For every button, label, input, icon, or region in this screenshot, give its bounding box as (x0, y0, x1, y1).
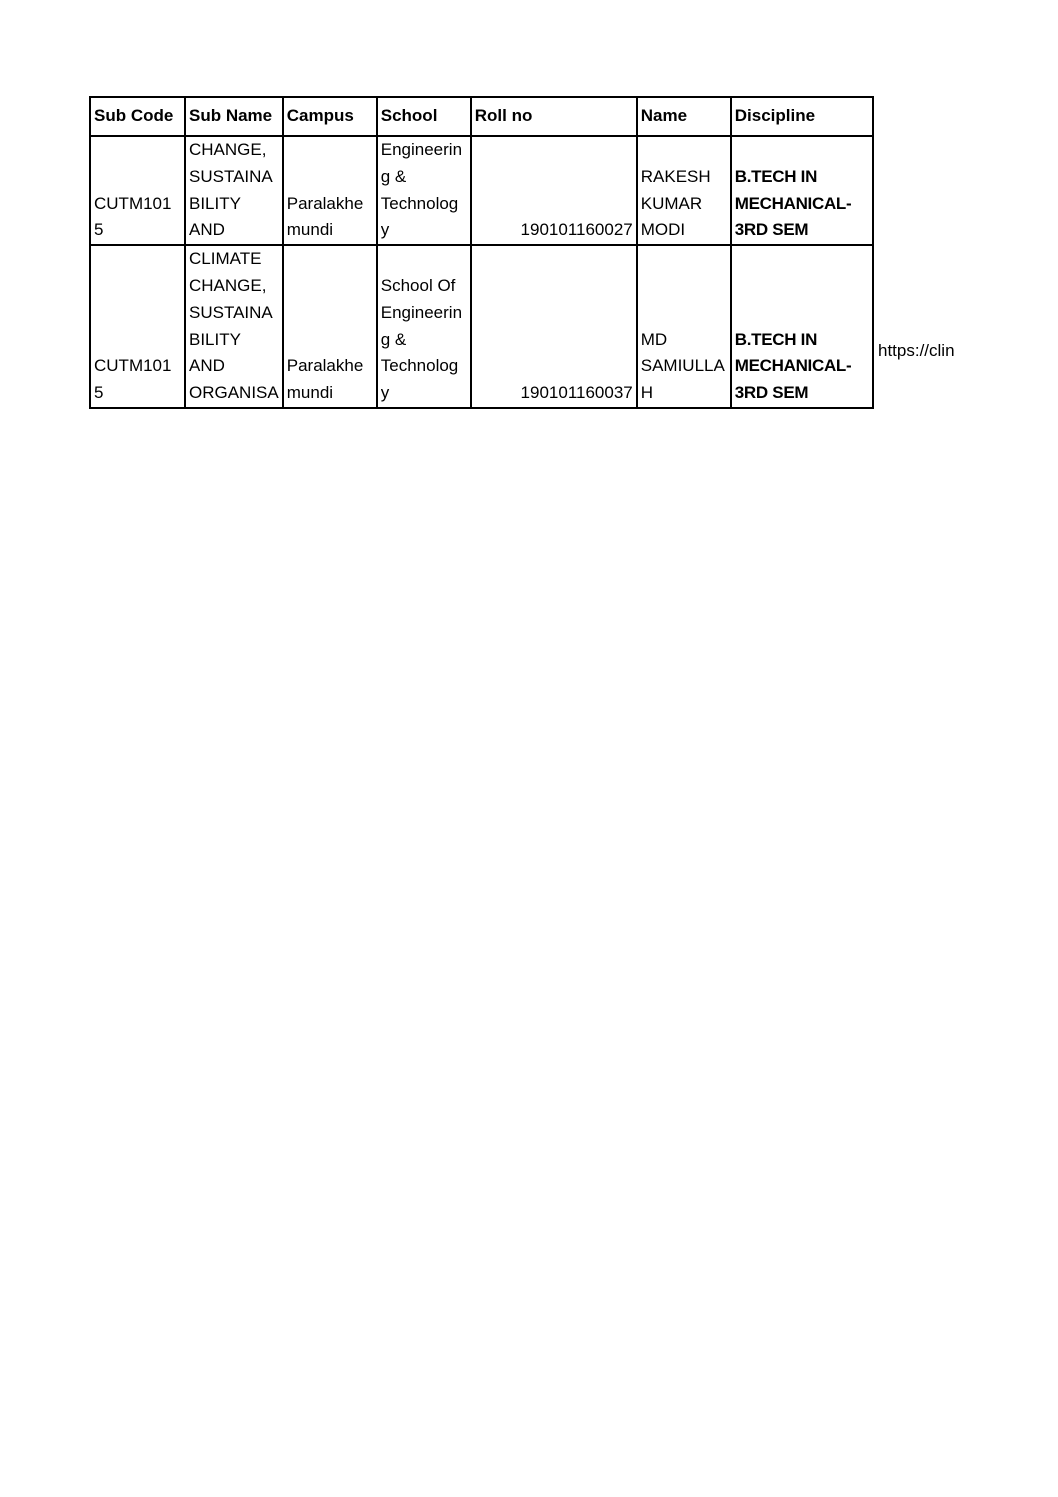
header-sub-name: Sub Name (185, 97, 283, 136)
table-row (90, 245, 873, 408)
cell-campus (283, 245, 377, 408)
cell-name (637, 245, 731, 408)
header-school: School (377, 97, 471, 136)
table-row (90, 136, 873, 245)
cell-text: MD SAMIULLA H (640, 329, 725, 403)
cell-text: CUTM101 5 (94, 356, 172, 403)
cell-text: B.TECH IN MECHANICAL- 3RD SEM (734, 166, 852, 240)
cell-text: Engineerin g & Technolog y (380, 140, 463, 240)
cell-sub-code (90, 245, 185, 408)
cell-roll-no (471, 136, 637, 245)
header-roll-no: Roll no (471, 97, 637, 136)
cell-school (377, 136, 471, 245)
cell-text: 190101160027 (520, 220, 633, 240)
cell-discipline (731, 245, 873, 408)
cell-text: School Of Engineerin g & Technolog y (380, 275, 463, 403)
cell-text: CUTM101 5 (94, 193, 172, 240)
cell-roll-no (471, 245, 637, 408)
header-campus: Campus (283, 97, 377, 136)
header-sub-code: Sub Code (90, 97, 185, 136)
header-name: Name (637, 97, 731, 136)
cell-text: Paralakhe mundi (286, 356, 364, 403)
cell-text: CHANGE, SUSTAINA BILITY AND (189, 140, 273, 240)
cell-text: Paralakhe mundi (286, 193, 364, 240)
cell-school (377, 245, 471, 408)
cell-text: RAKESH KUMAR MODI (640, 166, 711, 240)
cell-text: 190101160037 (520, 383, 633, 403)
cell-sub-name (185, 245, 283, 408)
cell-discipline (731, 136, 873, 245)
cell-sub-code (90, 136, 185, 245)
overflow-url-text: https://clin (878, 341, 955, 360)
header-row (90, 97, 873, 136)
cell-text: CLIMATE CHANGE, SUSTAINA BILITY AND ORGANISA (189, 249, 279, 403)
cell-sub-name (185, 136, 283, 245)
cell-name (637, 136, 731, 245)
student-table (89, 96, 874, 409)
header-discipline: Discipline (731, 97, 873, 136)
cell-campus (283, 136, 377, 245)
cell-text: B.TECH IN MECHANICAL- 3RD SEM (734, 329, 852, 403)
